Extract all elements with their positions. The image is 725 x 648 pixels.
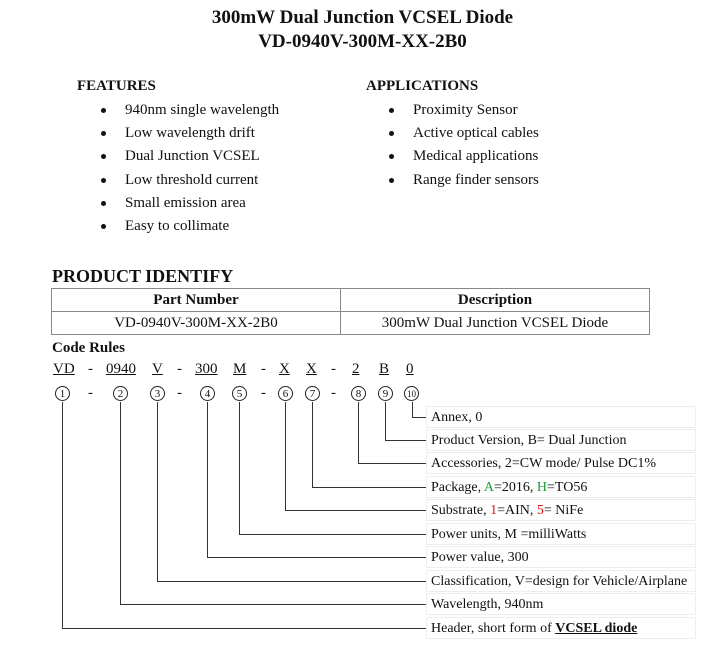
- code-num-5: 5: [232, 386, 247, 401]
- separator: -: [88, 361, 93, 377]
- connector-line: [62, 402, 63, 629]
- connector-line: [385, 440, 426, 441]
- code-num-7: 7: [305, 386, 320, 401]
- code-a: A: [483, 480, 494, 495]
- desc-power-value: Power value, 300: [426, 546, 696, 568]
- vcsel-diode-emph: VCSEL diode: [555, 621, 638, 636]
- code-num-3: 3: [150, 386, 165, 401]
- separator: -: [331, 385, 336, 401]
- desc-classification: Classification, V=design for Vehicle/Airplane: [426, 570, 696, 592]
- desc-annex: Annex, 0: [426, 406, 696, 428]
- text: =2016,: [494, 480, 537, 495]
- connector-line: [285, 402, 286, 511]
- code-rules-heading: Code Rules: [52, 340, 125, 356]
- code-num-10: 10: [404, 386, 419, 401]
- desc-package: [426, 476, 696, 498]
- col-description: Description: [341, 289, 650, 312]
- doc-title: 300mW Dual Junction VCSEL Diode: [211, 7, 514, 28]
- code-seg-5: M: [233, 361, 247, 377]
- code-num-8: 8: [351, 386, 366, 401]
- separator: -: [261, 385, 266, 401]
- code-seg-9: B: [379, 361, 390, 377]
- desc-power-units: Power units, M =milliWatts: [426, 523, 696, 545]
- desc-accessories: Accessories, 2=CW mode/ Pulse DC1%: [426, 452, 696, 474]
- connector-line: [285, 510, 426, 511]
- connector-line: [62, 628, 426, 629]
- connector-line: [358, 402, 359, 464]
- feature-item: Low wavelength drift: [101, 122, 279, 145]
- product-identify-table: [51, 288, 650, 335]
- connector-line: [385, 402, 386, 441]
- code-seg-7: X: [306, 361, 317, 377]
- applications-list: [389, 99, 539, 192]
- desc-product-version: Product Version, B= Dual Junction: [426, 429, 696, 451]
- desc-substrate: [426, 499, 696, 521]
- connector-line: [358, 463, 426, 464]
- connector-line: [157, 581, 426, 582]
- code-num-1: 1: [55, 386, 70, 401]
- separator: -: [177, 385, 182, 401]
- feature-item: Easy to collimate: [101, 215, 279, 238]
- text: Substrate,: [431, 503, 491, 518]
- table-header-row: [52, 289, 650, 312]
- doc-part-number: VD-0940V-300M-XX-2B0: [258, 31, 467, 52]
- connector-line: [157, 402, 158, 582]
- code-seg-6: X: [279, 361, 290, 377]
- col-part-number: Part Number: [52, 289, 341, 312]
- code-seg-2: 0940: [106, 361, 136, 377]
- text: Package,: [431, 480, 484, 495]
- code-num-6: 6: [278, 386, 293, 401]
- cell-description: 300mW Dual Junction VCSEL Diode: [341, 312, 650, 335]
- separator: -: [331, 361, 336, 377]
- applications-heading: APPLICATIONS: [366, 78, 479, 94]
- text: = NiFe: [543, 503, 584, 518]
- application-item: Range finder sensors: [389, 169, 539, 192]
- features-list: [101, 99, 279, 238]
- code-num-2: 2: [113, 386, 128, 401]
- connector-line: [239, 402, 240, 535]
- code-1: 1: [490, 503, 498, 518]
- feature-item: Dual Junction VCSEL: [101, 145, 279, 168]
- text: =TO56: [547, 480, 588, 495]
- desc-header: [426, 617, 696, 639]
- code-5: 5: [536, 503, 544, 518]
- feature-item: Low threshold current: [101, 169, 279, 192]
- connector-line: [120, 402, 121, 605]
- code-seg-3: V: [152, 361, 163, 377]
- features-heading: FEATURES: [77, 78, 156, 94]
- code-seg-8: 2: [352, 361, 360, 377]
- code-h: H: [536, 480, 548, 495]
- desc-wavelength: Wavelength, 940nm: [426, 593, 696, 615]
- connector-line: [312, 487, 426, 488]
- text: =AIN,: [497, 503, 537, 518]
- connector-line: [207, 402, 208, 558]
- separator: -: [177, 361, 182, 377]
- connector-line: [312, 402, 313, 488]
- connector-line: [120, 604, 426, 605]
- code-num-4: 4: [200, 386, 215, 401]
- application-item: Proximity Sensor: [389, 99, 539, 122]
- separator: -: [261, 361, 266, 377]
- application-item: Medical applications: [389, 145, 539, 168]
- code-seg-1: VD: [53, 361, 75, 377]
- connector-line: [239, 534, 426, 535]
- code-seg-10: 0: [406, 361, 414, 377]
- application-item: Active optical cables: [389, 122, 539, 145]
- product-identify-heading: PRODUCT IDENTIFY: [52, 266, 234, 286]
- separator: -: [88, 385, 93, 401]
- code-num-9: 9: [378, 386, 393, 401]
- cell-part-number: VD-0940V-300M-XX-2B0: [52, 312, 341, 335]
- table-row: [52, 312, 650, 335]
- text: Header, short form of: [431, 621, 556, 636]
- code-seg-4: 300: [195, 361, 218, 377]
- feature-item: 940nm single wavelength: [101, 99, 279, 122]
- connector-line: [412, 402, 413, 418]
- connector-line: [412, 417, 426, 418]
- connector-line: [207, 557, 426, 558]
- feature-item: Small emission area: [101, 192, 279, 215]
